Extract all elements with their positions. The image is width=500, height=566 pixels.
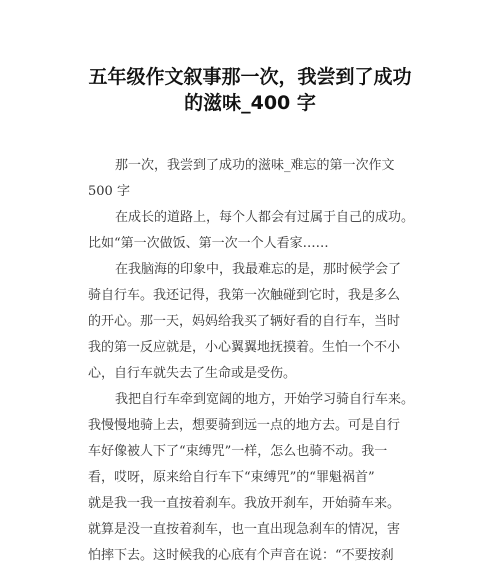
paragraph-line: 在我脑海的印象中，我最难忘的是，那时候学会了 xyxy=(115,262,402,277)
paragraph-line: 就算是没一直按着刹车，也一直出现急刹车的情况，害 xyxy=(88,522,401,537)
document-title xyxy=(60,64,440,116)
paragraph-line: 500 字 xyxy=(88,184,130,199)
paragraph-line: 比如“第一次做饭、第一次一个人看家…… xyxy=(88,236,329,251)
paragraph-line: 看，哎呀，原来给自行车下“束缚咒”的“罪魁祸首” xyxy=(88,470,375,485)
paragraph-line: 那一次，我尝到了成功的滋味_难忘的第一次作文 xyxy=(115,158,395,173)
paragraph-line: 我把自行车牵到宽阔的地方，开始学习骑自行车来。 xyxy=(115,392,415,407)
document-body xyxy=(88,153,418,566)
paragraph-line: 骑自行车。我还记得，我第一次触碰到它时，我是多么 xyxy=(88,288,401,303)
paragraph-line: 在成长的道路上，每个人都会有过属于自己的成功。 xyxy=(115,210,415,225)
paragraph-line: 的开心。那一天，妈妈给我买了辆好看的自行车，当时 xyxy=(88,314,401,329)
title-line-1: 五年级作文叙事那一次，我尝到了成功 xyxy=(88,66,412,88)
paragraph-line: 心，自行车就失去了生命或是受伤。 xyxy=(88,366,297,381)
paragraph-line: 车好像被人下了“束缚咒”一样，怎么也骑不动。我一 xyxy=(88,444,388,459)
paragraph-line: 怕摔下去。这时候我的心底有个声音在说：“不要按刹 xyxy=(88,548,394,563)
paragraph-line: 我的第一反应就是，小心翼翼地抚摸着。生怕一个不小 xyxy=(88,340,401,355)
paragraph-line: 我慢慢地骑上去，想要骑到远一点的地方去。可是自行 xyxy=(88,418,401,433)
title-line-2: 的滋味_400 字 xyxy=(184,92,316,114)
paragraph-line: 就是我一我一直按着刹车。我放开刹车，开始骑车来。 xyxy=(88,496,401,511)
